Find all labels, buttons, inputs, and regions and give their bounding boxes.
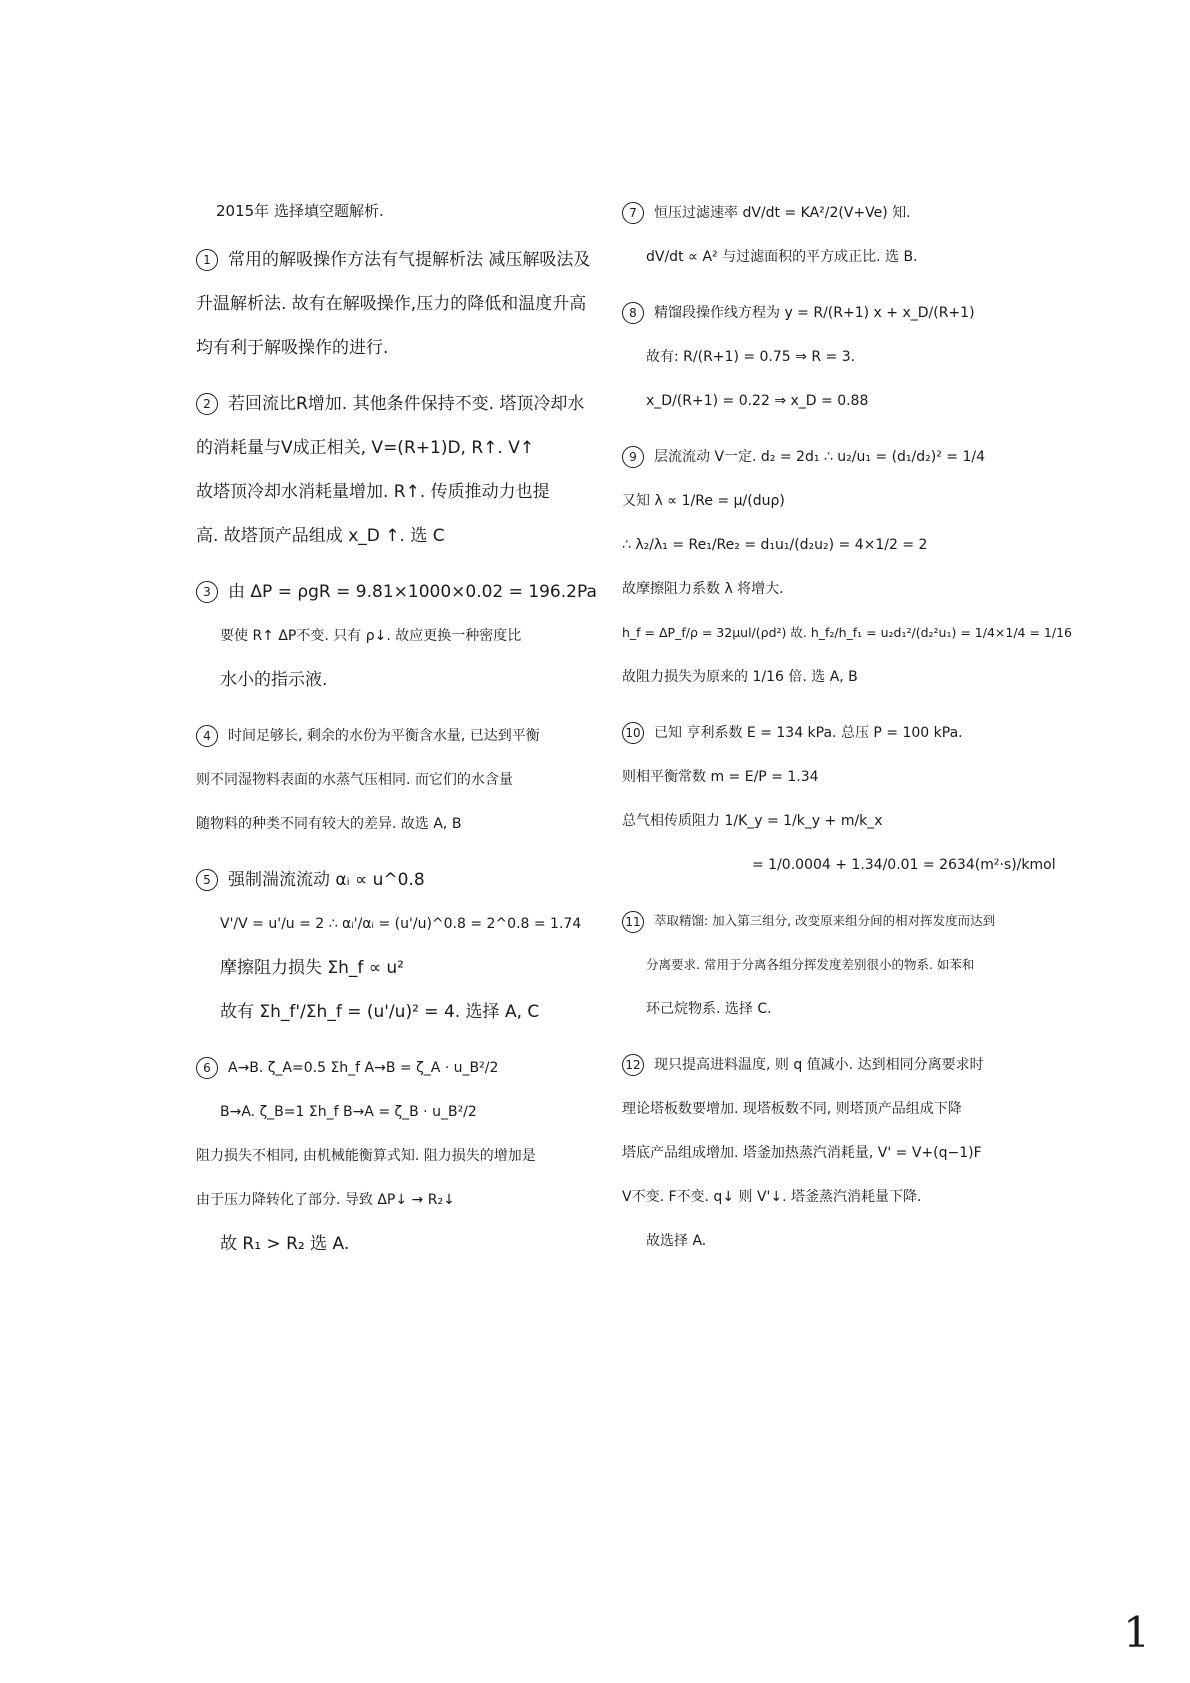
answer-line: 故选择 A. — [646, 1233, 707, 1249]
answer-line: 现只提高进料温度, 则 q 值减小. 达到相同分离要求时 — [654, 1057, 984, 1073]
item-number: 1 — [196, 249, 218, 271]
answer-line: 故有: R/(R+1) = 0.75 ⇒ R = 3. — [646, 349, 856, 365]
answer-item-4 — [196, 723, 616, 837]
answer-line: 则不同湿物料表面的水蒸气压相同. 而它们的水含量 — [196, 772, 513, 788]
answer-line: = 1/0.0004 + 1.34/0.01 = 2634(m²·s)/kmol — [752, 857, 1056, 873]
item-number: 8 — [622, 302, 644, 324]
answer-line: 环己烷物系. 选择 C. — [646, 1001, 772, 1017]
answer-line: 由 ΔP = ρgR = 9.81×1000×0.02 = 196.2Pa — [228, 582, 597, 602]
answer-item-6 — [196, 1055, 616, 1257]
answer-line: 又知 λ ∝ 1/Re = μ/(duρ) — [622, 493, 785, 509]
answer-line: dV/dt ∝ A² 与过滤面积的平方成正比. 选 B. — [646, 249, 918, 265]
answer-line: 若回流比R增加. 其他条件保持不变. 塔顶冷却水 — [228, 394, 585, 414]
answer-line: 故摩擦阻力系数 λ 将增大. — [622, 581, 784, 597]
item-number: 6 — [196, 1057, 218, 1079]
answer-line: 理论塔板数要增加. 现塔板数不同, 则塔顶产品组成下降 — [622, 1101, 962, 1117]
answer-line: 由于压力降转化了部分. 导致 ΔP↓ → R₂↓ — [196, 1192, 455, 1208]
answer-line: 塔底产品组成增加. 塔釜加热蒸汽消耗量, V' = V+(q−1)F — [622, 1145, 982, 1161]
item-number: 12 — [622, 1054, 644, 1076]
answer-line: 常用的解吸操作方法有气提解析法 减压解吸法及 — [228, 250, 591, 270]
item-number: 4 — [196, 725, 218, 747]
answer-item-1 — [196, 247, 616, 361]
answer-line: 要使 R↑ ΔP不变. 只有 ρ↓. 故应更换一种密度比 — [220, 628, 522, 644]
answer-item-10 — [622, 720, 1056, 878]
answer-item-2 — [196, 391, 616, 549]
answer-line: ∴ λ₂/λ₁ = Re₁/Re₂ = d₁u₁/(d₂u₂) = 4×1/2 = 2 — [622, 537, 928, 553]
answer-line: 故阻力损失为原来的 1/16 倍. 选 A, B — [622, 669, 858, 685]
item-number: 10 — [622, 722, 644, 744]
answer-item-12 — [622, 1052, 1047, 1254]
item-number: 5 — [196, 869, 218, 891]
answer-line: 则相平衡常数 m = E/P = 1.34 — [622, 769, 819, 785]
left-column — [196, 200, 616, 1287]
right-column — [622, 200, 1072, 1284]
answer-line: 已知 亨利系数 E = 134 kPa. 总压 P = 100 kPa. — [654, 725, 963, 741]
item-number: 7 — [622, 202, 644, 224]
answer-line: V不变. F不变. q↓ 则 V'↓. 塔釜蒸汽消耗量下降. — [622, 1189, 922, 1205]
item-number: 9 — [622, 446, 644, 468]
answer-line: 总气相传质阻力 1/K_y = 1/k_y + m/k_x — [622, 813, 883, 829]
answer-item-5 — [196, 867, 616, 1025]
answer-line: 水小的指示液. — [220, 670, 328, 690]
answer-line: x_D/(R+1) = 0.22 ⇒ x_D = 0.88 — [646, 393, 869, 409]
answer-item-3 — [196, 579, 616, 693]
answer-item-9 — [622, 444, 1072, 690]
item-number: 3 — [196, 581, 218, 603]
answer-line: 恒压过滤速率 dV/dt = KA²/2(V+Ve) 知. — [654, 205, 911, 221]
answer-line: 故塔顶冷却水消耗量增加. R↑. 传质推动力也提 — [196, 482, 550, 502]
answer-line: 均有利于解吸操作的进行. — [196, 338, 389, 358]
answer-line: 的消耗量与V成正相关, V=(R+1)D, R↑. V↑ — [196, 438, 535, 458]
answer-line: 分离要求. 常用于分离各组分挥发度差别很小的物系. 如苯和 — [646, 957, 975, 972]
item-number: 11 — [622, 911, 644, 933]
answer-line: 故有 Σh_f'/Σh_f = (u'/u)² = 4. 选择 A, C — [220, 1002, 540, 1022]
answer-item-8 — [622, 300, 1047, 414]
answer-line: h_f = ΔP_f/ρ = 32μul/(ρd²) 故. h_f₂/h_f₁ = u₂d₁²/(d₂²u₁) = 1/4×1/4 = 1/16 — [622, 625, 1072, 640]
answer-line: 精馏段操作线方程为 y = R/(R+1) x + x_D/(R+1) — [654, 305, 975, 321]
page-title: 2015年 选择填空题解析. — [216, 202, 384, 220]
answer-line: 强制湍流流动 αᵢ ∝ u^0.8 — [228, 870, 425, 890]
answer-line: B→A. ζ_B=1 Σh_f B→A = ζ_B · u_B²/2 — [220, 1104, 477, 1120]
answer-line: 阻力损失不相同, 由机械能衡算式知. 阻力损失的增加是 — [196, 1148, 536, 1164]
answer-line: 萃取精馏: 加入第三组分, 改变原来组分间的相对挥发度而达到 — [654, 913, 996, 928]
answer-line: A→B. ζ_A=0.5 Σh_f A→B = ζ_A · u_B²/2 — [228, 1060, 499, 1076]
answer-line: 时间足够长, 剩余的水份为平衡含水量, 已达到平衡 — [228, 728, 540, 744]
answer-item-7 — [622, 200, 1047, 270]
answer-line: V'/V = u'/u = 2 ∴ αᵢ'/αᵢ = (u'/u)^0.8 = 2^0.8 = 1.74 — [220, 916, 582, 932]
answer-line: 摩擦阻力损失 Σh_f ∝ u² — [220, 958, 404, 978]
answer-item-11 — [622, 908, 1047, 1022]
answer-line: 高. 故塔顶产品组成 x_D ↑. 选 C — [196, 526, 445, 546]
answer-line: 随物料的种类不同有较大的差异. 故选 A, B — [196, 816, 462, 832]
answer-line: 升温解析法. 故有在解吸操作,压力的降低和温度升高 — [196, 294, 587, 314]
item-number: 2 — [196, 393, 218, 415]
page-number: 1 — [1123, 1608, 1150, 1657]
answer-line: 层流流动 V一定. d₂ = 2d₁ ∴ u₂/u₁ = (d₁/d₂)² = 1/4 — [654, 449, 986, 465]
answer-line: 故 R₁ > R₂ 选 A. — [220, 1234, 350, 1254]
